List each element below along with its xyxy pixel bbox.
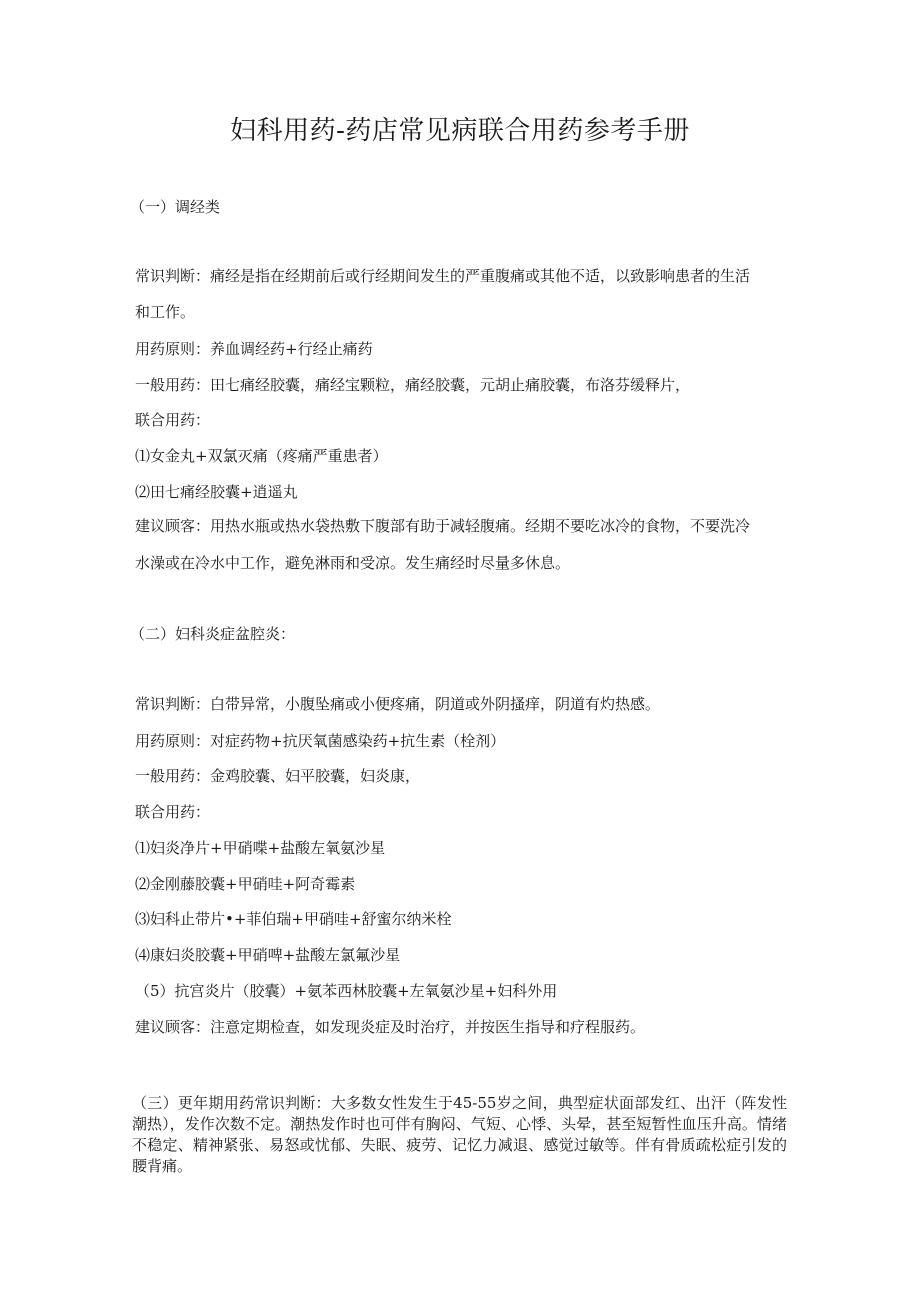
section-heading: （二）妇科炎症盆腔炎： (130, 625, 296, 643)
text-line: 和工作。 (135, 303, 196, 321)
page-title: 妇科用药-药店常见病联合用药参考手册 (230, 116, 690, 146)
section-paragraph: （三）更年期用药常识判断：大多数女性发生于45-55岁之间，典型症状面部发红、出汗（阵发性潮热），发作次数不定。潮热发作时也可伴有胸闷、气短、心悸、头晕，甚至短暂性血压升高。情绪不稳定、精神紧张、易怒或忧郁、失眠、疲劳、记忆力减退、感觉过敏等。伴有骨质疏松症引发的腰背痛。 (132, 1094, 787, 1175)
text-line: 联合用药： (135, 803, 211, 821)
text-line: 用药原则：对症药物+抗厌氧菌感染药+抗生素（栓剂） (135, 732, 506, 750)
text-line: 一般用药：金鸡胶囊、妇平胶囊，妇炎康， (135, 767, 421, 785)
text-line: 用药原则：养血调经药+行经止痛药 (135, 340, 373, 358)
section-heading: （一）调经类 (130, 198, 221, 216)
text-line: 建议顾客：用热水瓶或热水袋热敷下腹部有助于减轻腹痛。经期不要吃冰冷的食物，不要洗冷 (135, 517, 751, 535)
text-line: 建议顾客：注意定期检查，如发现炎症及时治疗，并按医生指导和疗程服药。 (135, 1018, 646, 1036)
text-line: ⑵金刚藤胶囊+甲硝哇+阿奇霉素 (135, 875, 356, 893)
text-line: 联合用药： (135, 411, 211, 429)
text-line: ⑵田七痛经胶囊+逍遥丸 (135, 483, 298, 501)
text-line: ⑷康妇炎胶囊+甲硝啤+盐酸左氯氟沙星 (135, 946, 401, 964)
text-line: （5）抗宫炎片（胶囊）+氨苯西林胶囊+左氧氨沙星+妇科外用 (135, 982, 558, 1000)
text-line: 常识判断：痛经是指在经期前后或行经期间发生的严重腹痛或其他不适，以致影响患者的生活 (135, 267, 751, 285)
text-line: 水澡或在冷水中工作，避免淋雨和受凉。发生痛经时尽量多休息。 (135, 554, 571, 572)
text-line: ⑴妇炎净片+甲硝喋+盐酸左氧氨沙星 (135, 839, 386, 857)
text-line: ⑴女金丸+双氯灭痛（疼痛严重患者） (135, 447, 388, 465)
text-line: 常识判断：白带异常，小腹坠痛或小便疼痛，阴道或外阴搔痒，阴道有灼热感。 (135, 695, 661, 713)
text-line: 一般用药：田七痛经胶囊，痛经宝颗粒，痛经胶囊，元胡止痛胶囊，布洛芬缓释片， (135, 376, 691, 394)
text-line: ⑶妇科止带片•+菲伯瑞+甲硝哇+舒蜜尔纳米栓 (135, 910, 452, 928)
